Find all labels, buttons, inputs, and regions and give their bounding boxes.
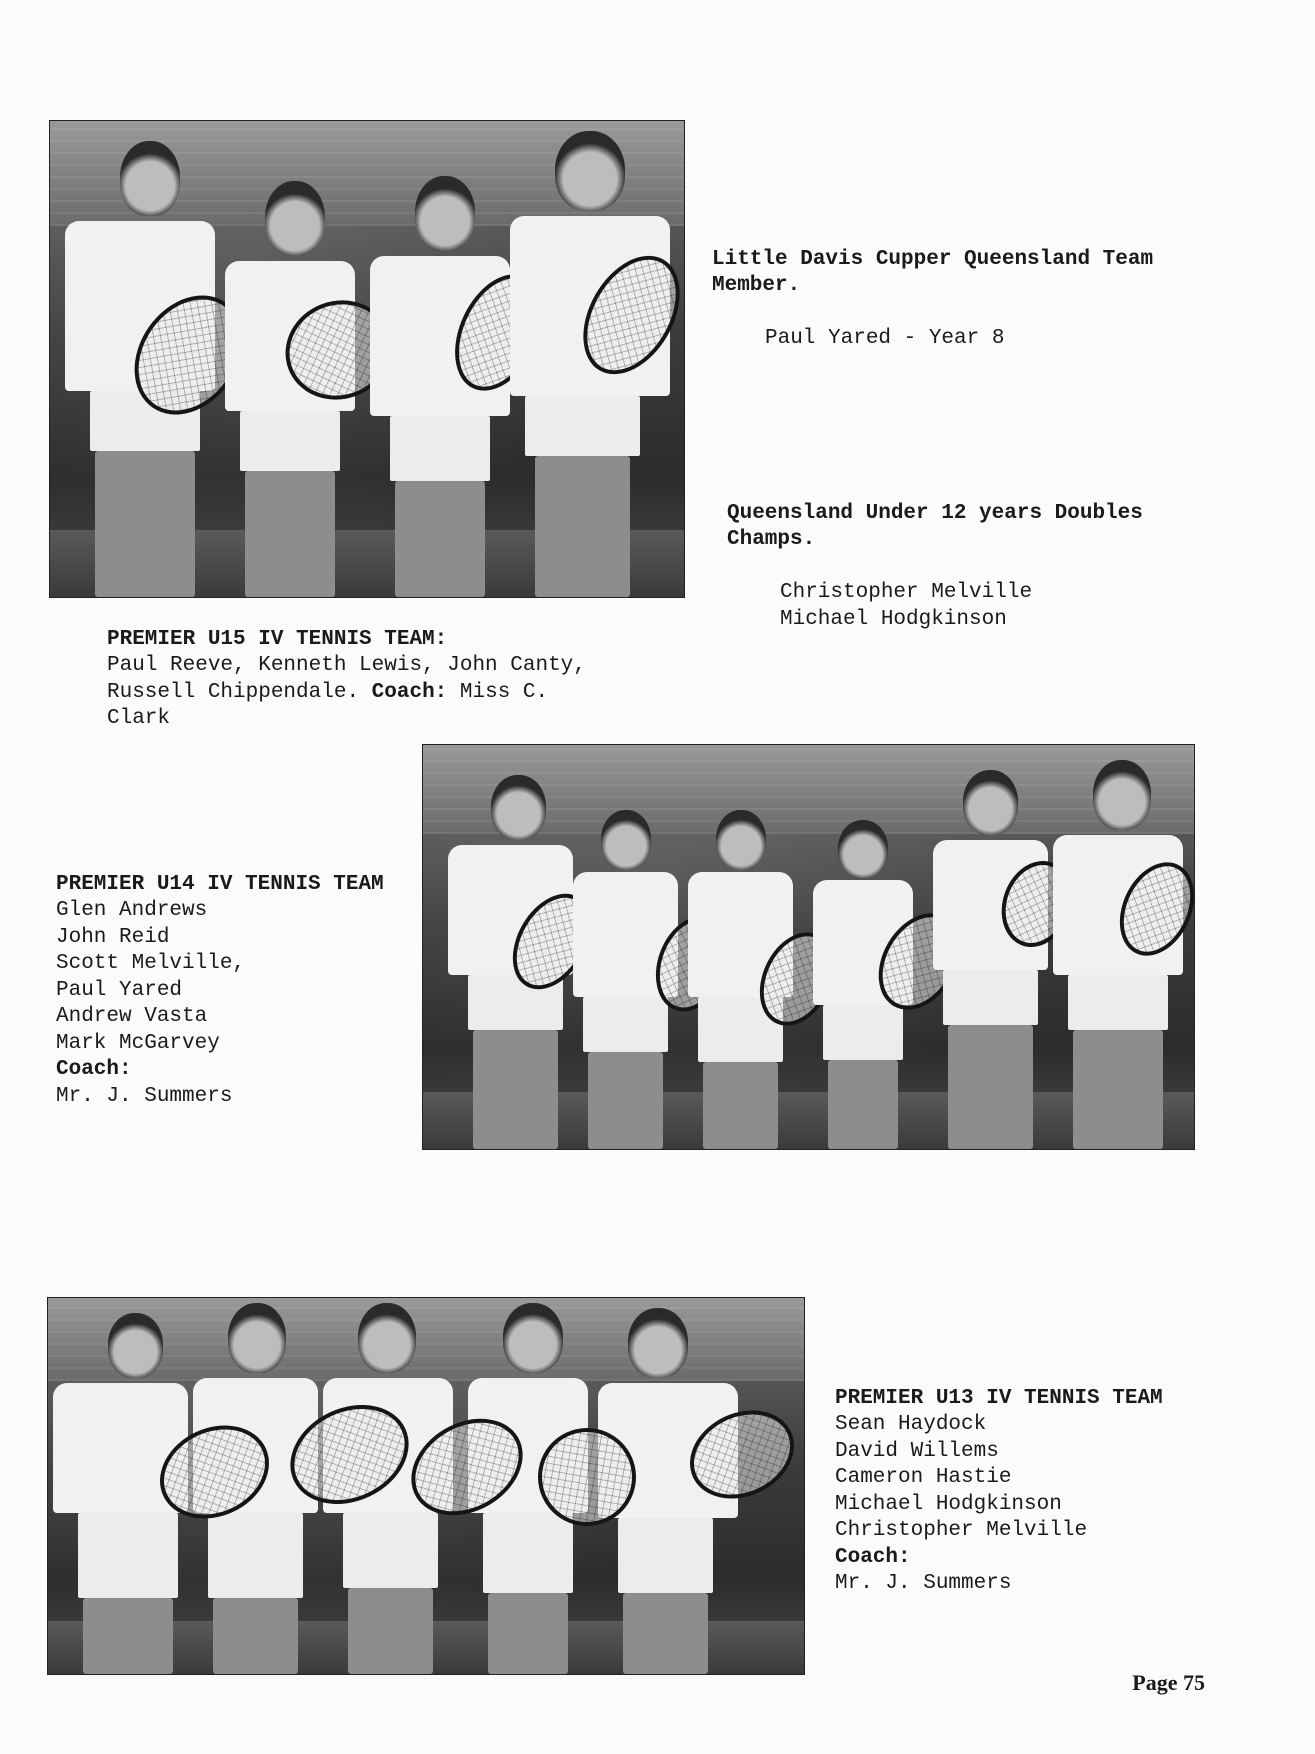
- davis-cup-heading-cont: Member.: [712, 274, 801, 297]
- player-figure: [933, 770, 1048, 1149]
- davis-cup-block: [712, 220, 1153, 353]
- u14-heading: PREMIER U14 IV TENNIS TEAM: [56, 872, 384, 896]
- davis-cup-heading: Little Davis Cupper Queensland Team: [712, 247, 1154, 271]
- page-number: Page 75: [1132, 1670, 1205, 1695]
- player-figure: [510, 131, 670, 597]
- doubles-player: Michael Hodgkinson: [780, 607, 1007, 631]
- u14-player: Glen Andrews: [56, 899, 208, 922]
- u14-player: Scott Melville,: [56, 952, 246, 975]
- u13-heading: PREMIER U13 IV TENNIS TEAM: [835, 1386, 1163, 1410]
- u14-player: Andrew Vasta: [56, 1005, 208, 1028]
- u14-team-photo: [423, 745, 1194, 1149]
- u14-coach-label: Coach:: [56, 1058, 132, 1081]
- u15-coach-name-cont: Clark: [107, 707, 171, 730]
- doubles-heading-cont: Champs.: [727, 528, 816, 551]
- u13-coach-name: Mr. J. Summers: [835, 1572, 1012, 1595]
- u14-coach-name: Mr. J. Summers: [56, 1084, 233, 1108]
- u15-caption: [107, 600, 586, 733]
- u15-players-line1: Paul Reeve, Kenneth Lewis, John Canty,: [107, 654, 586, 677]
- u15-players-line2: Russell Chippendale.: [107, 680, 372, 704]
- u14-player: Paul Yared: [56, 978, 183, 1002]
- u14-player: Mark McGarvey: [56, 1031, 220, 1055]
- u13-caption: [835, 1359, 1163, 1598]
- u13-team-photo: [48, 1298, 804, 1674]
- u13-player: Michael Hodgkinson: [835, 1492, 1062, 1516]
- u15-coach-label: Coach:: [371, 680, 448, 704]
- u13-player: David Willems: [835, 1439, 999, 1463]
- u15-heading: PREMIER U15 IV TENNIS TEAM:: [107, 627, 448, 651]
- doubles-champs-block: [727, 474, 1143, 633]
- u15-team-photo: [50, 121, 684, 597]
- u15-coach-name: Miss C.: [447, 680, 549, 704]
- u14-player: John Reid: [56, 925, 170, 949]
- doubles-player: Christopher Melville: [780, 581, 1033, 604]
- player-figure: [1053, 760, 1183, 1149]
- u13-coach-label: Coach:: [835, 1545, 911, 1569]
- u13-player: Sean Haydock: [835, 1413, 987, 1436]
- davis-cup-member: Paul Yared - Year 8: [765, 327, 1005, 350]
- doubles-heading: Queensland Under 12 years Doubles: [727, 501, 1143, 525]
- u14-caption: [56, 845, 384, 1110]
- u13-player: Christopher Melville: [835, 1519, 1088, 1542]
- u13-player: Cameron Hastie: [835, 1466, 1012, 1489]
